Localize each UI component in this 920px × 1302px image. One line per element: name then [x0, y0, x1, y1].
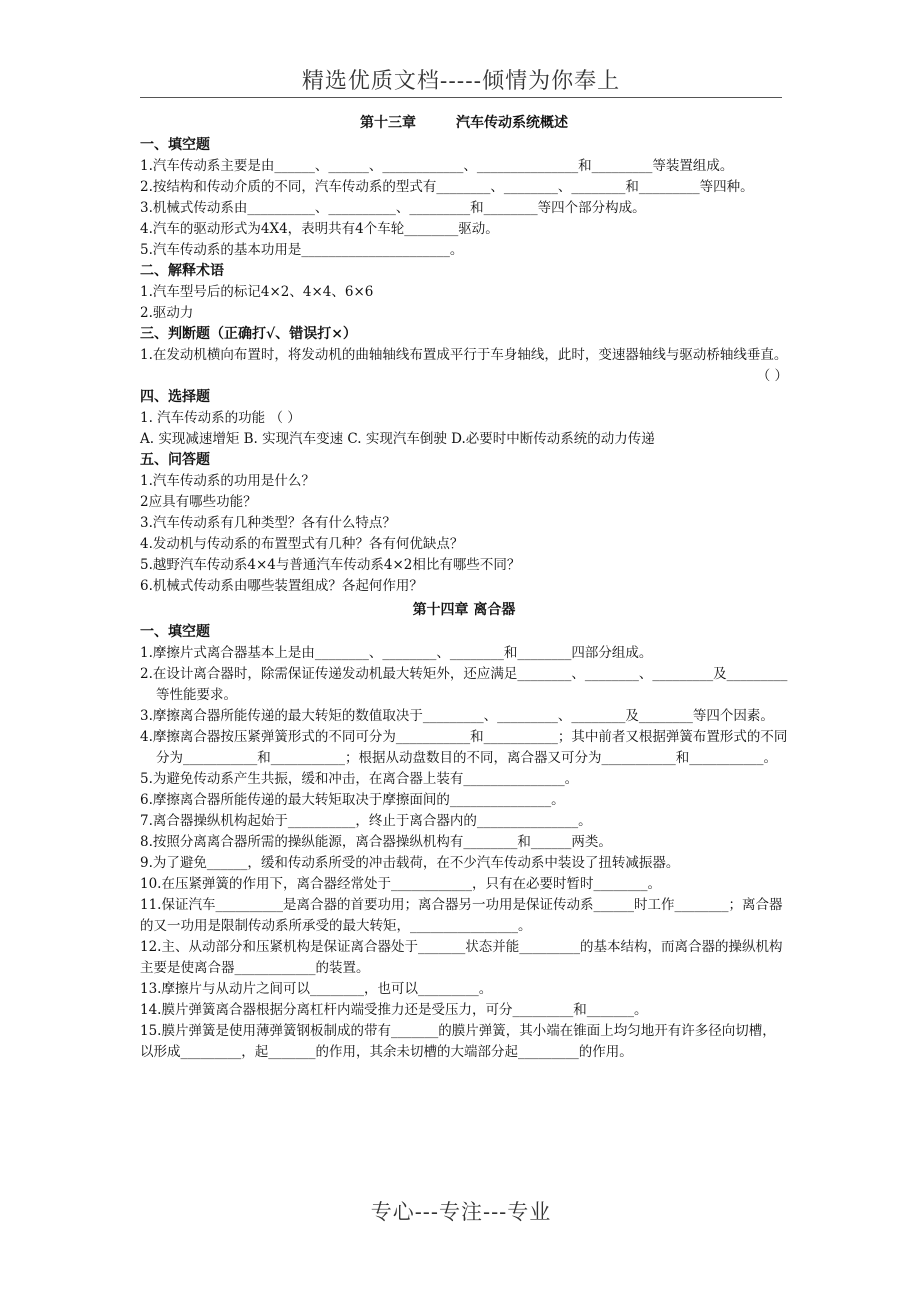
chapter-13-number: 第十三章 [360, 115, 416, 131]
section-heading: 二、解释术语 [140, 263, 224, 279]
question-item: 4.发动机与传动系的布置型式有几种？各有何优缺点？ [140, 536, 464, 552]
page-footer: 专心---专注---专业 [370, 1200, 552, 1224]
question-item: 2.按结构和传动介质的不同，汽车传动系的型式有________、________、________和_________等四种。 [140, 179, 754, 195]
question-item: 6.摩擦离合器所能传递的最大转矩取决于摩擦面间的_______________。 [140, 792, 565, 808]
question-item: 13.摩擦片与从动片之间可以________，也可以_________。 [140, 981, 493, 997]
question-item: 5.越野汽车传动系4×4与普通汽车传动系4×2相比有哪些不同？ [140, 557, 521, 573]
question-item: 6.机械式传动系由哪些装置组成？各起何作用？ [140, 578, 423, 594]
question-item: 1.汽车传动系主要是由______、______、____________、_______________和_________等装置组成。 [140, 158, 734, 174]
section-heading: 五、问答题 [140, 452, 210, 468]
question-item: 7.离合器操纵机构起始于__________，终止于离合器内的_______________。 [140, 813, 592, 829]
question-item: 1.汽车型号后的标记4×2、4×4、6×6 [140, 284, 374, 300]
question-item: 4.汽车的驱动形式为4X4，表明共有4个车轮________驱动。 [140, 221, 499, 237]
question-item: 12.主、从动部分和压紧机构是保证离合器处于_______状态并能_________的基本结构，而离合器的操纵机构主要是使离合器____________的装置。 [140, 939, 783, 976]
question-item: 1. 汽车传动系的功能 （ ） [140, 410, 301, 426]
section-heading: 一、填空题 [140, 137, 210, 153]
question-item: 11.保证汽车__________是离合器的首要功用；离合器另一功用是保证传动系______时工作________；离合器的又一功用是限制传动系所承受的最大转矩，________________。 [140, 897, 783, 934]
question-item: 5.汽车传动系的基本功用是______________________。 [140, 242, 464, 258]
question-item: 1.在发动机横向布置时，将发动机的曲轴轴线布置成平行于车身轴线，此时，变速器轴线与驱动桥轴线垂直。 [140, 347, 788, 363]
question-item: 2应具有哪些功能？ [140, 494, 257, 510]
question-item: 9.为了避免______，缓和传动系所受的冲击载荷，在不少汽车传动系中装设了扭转减振器。 [140, 855, 680, 871]
document-body [140, 110, 788, 1063]
question-item: 8.按照分离离合器所需的操纵能源，离合器操纵机构有________和______两类。 [140, 834, 612, 850]
question-item: 15.膜片弹簧是使用薄弹簧钢板制成的带有_______的膜片弹簧，其小端在锥面上均匀地开有许多径向切槽，以形成_________，起_______的作用，其余未切槽的大端部分起_________的作用。 [140, 1023, 776, 1060]
question-item: 14.膜片弹簧离合器根据分离杠杆内端受推力还是受压力，可分_________和_______。 [140, 1002, 648, 1018]
chapter-13-title [140, 113, 788, 134]
page-header: 精选优质文档-----倾情为你奉上 [301, 69, 621, 94]
section-heading: 一、填空题 [140, 624, 210, 640]
question-item: 3.摩擦离合器所能传递的最大转矩的数值取决于_________、_________、________及________等四个因素。 [140, 708, 774, 724]
question-item: 4.摩擦离合器按压紧弹簧形式的不同可分为___________和___________；其中前者又根据弹簧布置形式的不同分为___________和___________；根据从动盘数目的不同，离合器又可分为___________和___________。 [140, 729, 788, 766]
question-item: 3.汽车传动系有几种类型？各有什么特点？ [140, 515, 396, 531]
answer-parentheses: （ ） [756, 368, 788, 384]
chapter-14-title: 第十四章 离合器 [412, 602, 516, 618]
section-heading: 三、判断题（正确打√、错误打×） [140, 326, 357, 342]
question-item: 10.在压紧弹簧的作用下，离合器经常处于____________，只有在必要时暂时________。 [140, 876, 661, 892]
question-item: 2.在设计离合器时，除需保证传递发动机最大转矩外，还应满足________、________、_________及_________等性能要求。 [140, 666, 788, 703]
choice-options: A. 实现减速增矩 B. 实现汽车变速 C. 实现汽车倒驶 D.必要时中断传动系统的动力传递 [140, 431, 655, 447]
chapter-13-name: 汽车传动系统概述 [456, 115, 568, 131]
header-divider [140, 97, 782, 98]
question-item: 5.为避免传动系产生共振，缓和冲击，在离合器上装有_______________。 [140, 771, 579, 787]
question-item: 1.摩擦片式离合器基本上是由________、________、________和________四部分组成。 [140, 645, 653, 661]
section-heading: 四、选择题 [140, 389, 210, 405]
question-item: 2.驱动力 [140, 305, 194, 321]
question-item: 3.机械式传动系由__________、__________、_________和________等四个部分构成。 [140, 200, 646, 216]
question-item: 1.汽车传动系的功用是什么？ [140, 473, 315, 489]
